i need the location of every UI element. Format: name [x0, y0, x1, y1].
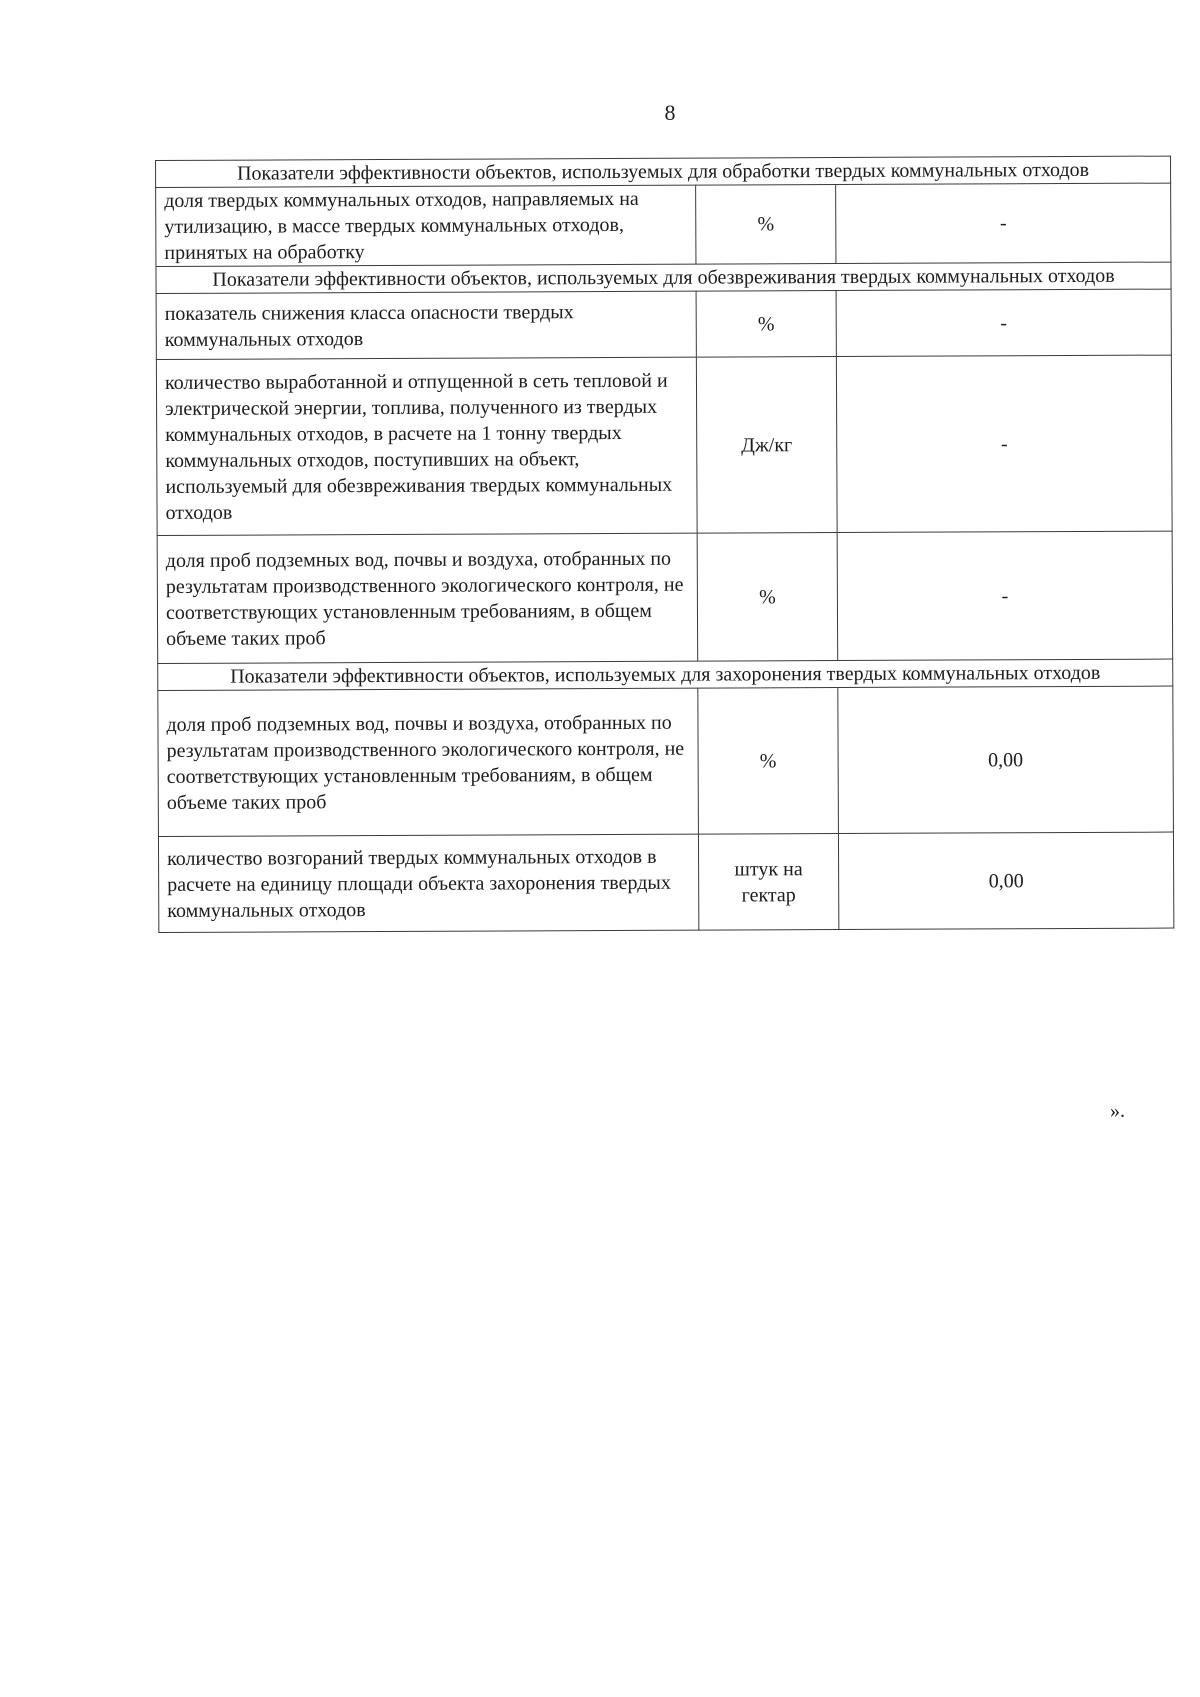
indicator-description: доля проб подземных вод, почвы и воздуха, отобранных по результатам производственного экологического контроля, не соответствующих установленным требованиям, в общем объеме таких проб: [158, 688, 699, 836]
indicator-description: доля проб подземных вод, почвы и воздуха, отобранных по результатам производственного экологического контроля, не соответствующих установленным требованиям, в общем объеме таких проб: [157, 533, 698, 663]
indicator-unit: Дж/кг: [696, 357, 837, 534]
section-header-processing: Показатели эффективности объектов, используемых для обработки твердых коммунальных отходов: [156, 156, 1171, 187]
indicator-unit: %: [697, 533, 838, 662]
indicators-table: [155, 156, 1174, 933]
page-number: 8: [664, 100, 676, 125]
indicator-value: -: [837, 531, 1173, 660]
indicator-description: количество возгораний твердых коммунальных отходов в расчете на единицу площади объекта захоронения твердых коммунальных отходов: [158, 834, 698, 932]
section-header-row: [158, 659, 1173, 690]
table-row: [156, 183, 1171, 266]
table-row: [158, 686, 1174, 836]
section-header-row: [156, 156, 1171, 187]
indicator-value: 0,00: [838, 686, 1174, 833]
indicator-value: -: [836, 183, 1171, 263]
indicator-unit: %: [696, 185, 836, 265]
table-row: [156, 289, 1171, 359]
indicator-value: 0,00: [838, 832, 1173, 929]
indicator-unit: штук на гектар: [698, 834, 838, 931]
table-row: [156, 355, 1172, 535]
table-row: [158, 832, 1173, 932]
indicator-description: количество выработанной и отпущенной в сеть тепловой и электрической энергии, топлива, полученного из твердых коммунальных отходов, в расчете на 1 тонну твердых коммунальных отходов, поступивших на объект, используемый для обезвреживания твердых коммунальных отходов: [156, 357, 697, 535]
section-header-burial: Показатели эффективности объектов, используемых для захоронения твердых коммунальных отходов: [158, 659, 1173, 690]
table-row: [157, 531, 1173, 663]
indicator-description: доля твердых коммунальных отходов, направляемых на утилизацию, в массе твердых коммунальных отходов, принятых на обработку: [156, 185, 696, 266]
indicator-value: -: [836, 289, 1171, 356]
closing-quote-mark: ».: [1110, 1100, 1125, 1122]
indicator-value: -: [836, 355, 1172, 532]
section-header-neutralization: Показатели эффективности объектов, используемых для обезвреживания твердых коммунальных отходов: [156, 262, 1171, 293]
section-header-row: [156, 262, 1171, 293]
indicator-unit: %: [698, 688, 839, 835]
indicator-unit: %: [696, 291, 836, 358]
indicator-description: показатель снижения класса опасности твердых коммунальных отходов: [156, 291, 696, 359]
